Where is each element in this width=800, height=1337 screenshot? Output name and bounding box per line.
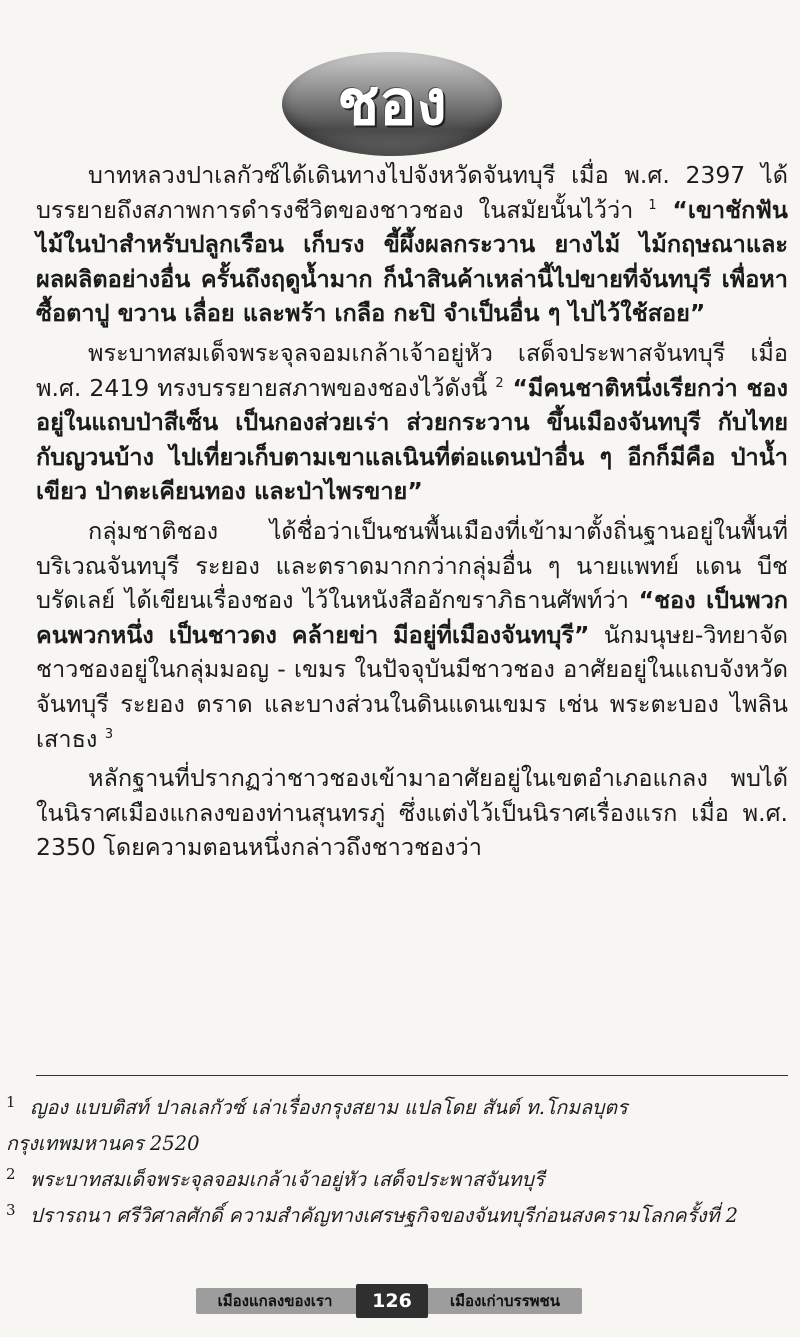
text-run: กลุ่มชาติชอง ได้ชื่อว่าเป็นชนพื้นเมืองที่เข้ามาตั้งถิ่นฐานอยู่ในพื้นที่บริเวณจันทบุรี ระยอง และตราดมากกว่ากลุ่มอื่น ๆ นายแพทย์ แดน บีช บรัดเลย์ ได้เขียนเรื่องชอง ไว้ในหนังสืออักขราภิธานศัพท์ว่า [36, 516, 788, 615]
footnote-1: 1 ญอง แบบติสท์ ปาลเลกัวซ์ เล่าเรื่องกรุงสยาม แปลโดย สันต์ ท.โกมลบุตร [6, 1092, 628, 1119]
footnote-ref: 1 [648, 197, 657, 213]
quote-text: “มีคนชาติหนึ่งเรียกว่า ชอง อยู่ในแถบป่าสีเซ็น เป็นกองส่วยเร่า ส่วยกระวาน ขึ้นเมืองจันทบุรี กับไทย กับญวนบ้าง ไปเที่ยวเก็บตามเขาแลเนินที่ต่อแดนป่าอื่น ๆ อีกก็มีคือ ป่าน้ำเขียว ป่าตะเคียนทอง และป่าไพรขาย” [36, 373, 789, 506]
quote-text: “เขาชักฟันไม้ในป่าสำหรับปลูกเรือน เก็บรง ขี้ผึ้งผลกระวาน ยางไม้ ไม้กฤษณาและผลผลิตอย่างอื่น ครั้นถึงฤดูน้ำมาก ก็นำสินค้าเหล่านี้ไปขายที่จันทบุรี เพื่อหาซื้อตาปู ขวาน เลื่อย และพร้า เกลือ กะปิ จำเป็นอื่น ๆ ไปไว้ใช้สอย” [36, 195, 788, 328]
footnote-text: พระบาทสมเด็จพระจุลจอมเกล้าเจ้าอยู่หัว เสด็จประพาสจันทบุรี [30, 1168, 545, 1191]
footnote-2: 2 พระบาทสมเด็จพระจุลจอมเกล้าเจ้าอยู่หัว เสด็จประพาสจันทบุรี [6, 1164, 545, 1191]
title-badge [282, 52, 502, 156]
page-title: ชอง [337, 66, 447, 139]
paragraph-2 [36, 336, 788, 509]
paragraph-3 [36, 514, 788, 756]
footnote-divider [36, 1075, 788, 1076]
text-run: พระบาทสมเด็จพระจุลจอมเกล้าเจ้าอยู่หัว เสด็จประพาสจันทบุรี เมื่อ พ.ศ. 2419 ทรงบรรยายสภาพของชองไว้ดังนี้ [36, 338, 788, 402]
footnote-text: ปรารถนา ศรีวิศาลศักดิ์ ความสำคัญทางเศรษฐกิจของจันทบุรีก่อนสงครามโลกครั้งที่ 2 [30, 1204, 739, 1227]
text-run: หลักฐานที่ปรากฏว่าชาวชองเข้ามาอาศัยอยู่ในเขตอำเภอแกลง พบได้ในนิราศเมืองแกลงของท่านสุนทรภู่ ซึ่งแต่งไว้เป็นนิราศเรื่องแรก เมื่อ พ.ศ. 2350 โดยความตอนหนึ่งกล่าวถึงชาวชองว่า [36, 764, 788, 862]
quote-text: “ชอง เป็นพวกคนพวกหนึ่ง เป็นชาวดง คล้ายข่า มีอยู่ที่เมืองจันทบุรี” [36, 586, 788, 649]
paragraph-1 [36, 158, 788, 331]
text-run: บาทหลวงปาเลกัวซ์ได้เดินทางไปจังหวัดจันทบุรี เมื่อ พ.ศ. 2397 ได้บรรยายถึงสภาพการดำรงชีวิตของชาวชอง ในสมัยนั้นไว้ว่า [36, 161, 788, 224]
footnotes [6, 1090, 794, 1234]
footnote-ref: 2 [495, 375, 504, 391]
footer-book-title: เมืองแกลงของเรา [217, 1292, 333, 1310]
footnote-text: ญอง แบบติสท์ ปาลเลกัวซ์ เล่าเรื่องกรุงสยาม แปลโดย สันต์ ท.โกมลบุตร [30, 1096, 628, 1119]
footnote-3: 3 ปรารถนา ศรีวิศาลศักดิ์ ความสำคัญทางเศรษฐกิจของจันทบุรีก่อนสงครามโลกครั้งที่ 2 [6, 1200, 739, 1227]
page-number: 126 [356, 1284, 428, 1318]
page-footer [0, 1283, 800, 1317]
body-text [36, 158, 788, 865]
text-run: นักมนุษย-วิทยาจัดชาวชองอยู่ในกลุ่มมอญ - เขมร ในปัจจุบันมีชาวชอง อาศัยอยู่ในแถบจังหวัดจันทบุรี ระยอง ตราด และบางส่วนในดินแดนเขมร เช่น พระตะบอง ไพลิน เสาธง [36, 620, 788, 753]
footnote-ref: 3 [104, 726, 114, 742]
paragraph-4 [36, 761, 788, 865]
footer-section-title: เมืองเก่าบรรพชน [450, 1292, 560, 1310]
footnote-1-continued: กรุงเทพมหานคร 2520 [6, 1132, 200, 1155]
